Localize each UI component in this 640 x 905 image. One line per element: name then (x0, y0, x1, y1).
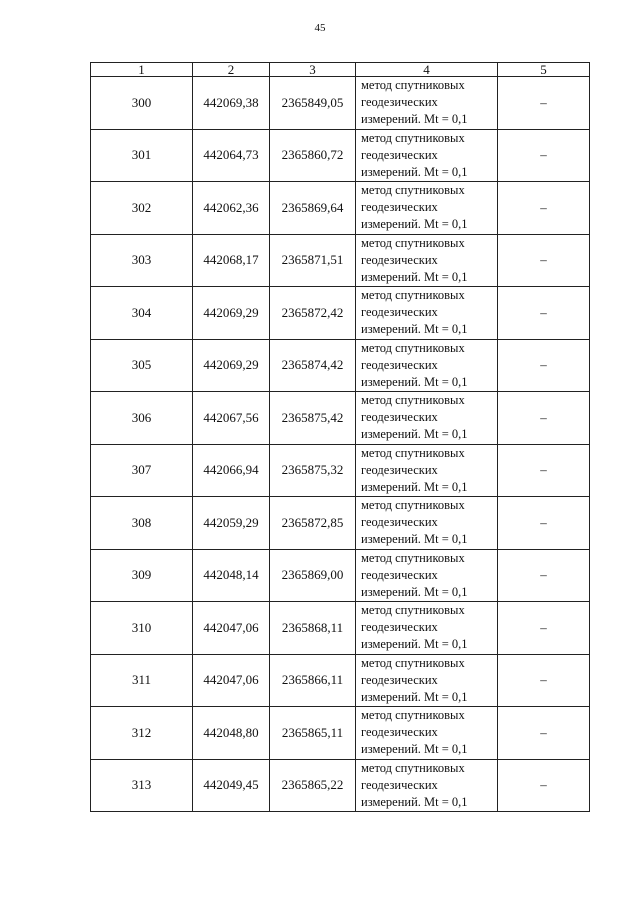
method-line-1: метод спутниковых (361, 130, 465, 145)
table-row (91, 392, 590, 445)
note-cell: – (498, 707, 590, 760)
method-line-3: измерений. Mt = 0,1 (361, 269, 468, 284)
method-line-2: геодезических (361, 95, 438, 110)
x-coordinate-cell: 442069,29 (193, 287, 270, 340)
method-line-1: метод спутниковых (361, 760, 465, 775)
note-cell: – (498, 182, 590, 235)
point-number-cell: 305 (91, 339, 193, 392)
method-line-1: метод спутниковых (361, 550, 465, 565)
method-line-3: измерений. Mt = 0,1 (361, 532, 468, 547)
note-cell: – (498, 287, 590, 340)
method-line-2: геодезических (361, 725, 438, 740)
method-line-3: измерений. Mt = 0,1 (361, 584, 468, 599)
y-coordinate-cell: 2365868,11 (270, 602, 356, 655)
y-coordinate-cell: 2365860,72 (270, 129, 356, 182)
table-row (91, 339, 590, 392)
point-number-cell: 308 (91, 497, 193, 550)
y-coordinate-cell: 2365865,11 (270, 707, 356, 760)
point-number-cell: 310 (91, 602, 193, 655)
method-cell (356, 77, 498, 130)
method-line-1: метод спутниковых (361, 655, 465, 670)
table-row (91, 182, 590, 235)
y-coordinate-cell: 2365866,11 (270, 654, 356, 707)
note-cell: – (498, 549, 590, 602)
method-cell (356, 707, 498, 760)
point-number-cell: 303 (91, 234, 193, 287)
x-coordinate-cell: 442068,17 (193, 234, 270, 287)
method-line-1: метод спутниковых (361, 445, 465, 460)
method-line-2: геодезических (361, 462, 438, 477)
x-coordinate-cell: 442047,06 (193, 654, 270, 707)
coordinates-table (90, 62, 590, 812)
method-line-2: геодезических (361, 515, 438, 530)
point-number-cell: 309 (91, 549, 193, 602)
x-coordinate-cell: 442049,45 (193, 759, 270, 812)
method-line-1: метод спутниковых (361, 393, 465, 408)
column-header-3: 3 (270, 63, 356, 77)
method-cell (356, 234, 498, 287)
table-row (91, 759, 590, 812)
method-cell (356, 654, 498, 707)
note-cell: – (498, 654, 590, 707)
method-line-3: измерений. Mt = 0,1 (361, 112, 468, 127)
table-body (91, 77, 590, 812)
column-header-5: 5 (498, 63, 590, 77)
method-line-2: геодезических (361, 410, 438, 425)
table-row (91, 287, 590, 340)
method-line-1: метод спутниковых (361, 603, 465, 618)
method-cell (356, 287, 498, 340)
method-cell (356, 129, 498, 182)
method-line-1: метод спутниковых (361, 288, 465, 303)
point-number-cell: 304 (91, 287, 193, 340)
table-row (91, 654, 590, 707)
point-number-cell: 306 (91, 392, 193, 445)
method-line-1: метод спутниковых (361, 78, 465, 93)
method-line-2: геодезических (361, 200, 438, 215)
y-coordinate-cell: 2365871,51 (270, 234, 356, 287)
method-cell (356, 497, 498, 550)
note-cell: – (498, 392, 590, 445)
method-line-3: измерений. Mt = 0,1 (361, 217, 468, 232)
point-number-cell: 313 (91, 759, 193, 812)
x-coordinate-cell: 442069,38 (193, 77, 270, 130)
y-coordinate-cell: 2365872,42 (270, 287, 356, 340)
method-line-2: геодезических (361, 620, 438, 635)
x-coordinate-cell: 442059,29 (193, 497, 270, 550)
x-coordinate-cell: 442064,73 (193, 129, 270, 182)
y-coordinate-cell: 2365869,64 (270, 182, 356, 235)
table-row (91, 444, 590, 497)
page-number: 45 (314, 22, 326, 34)
method-line-3: измерений. Mt = 0,1 (361, 479, 468, 494)
method-line-3: измерений. Mt = 0,1 (361, 164, 468, 179)
table-header-row (91, 63, 590, 77)
y-coordinate-cell: 2365849,05 (270, 77, 356, 130)
method-cell (356, 392, 498, 445)
method-line-2: геодезических (361, 567, 438, 582)
table-row (91, 77, 590, 130)
method-line-1: метод спутниковых (361, 183, 465, 198)
x-coordinate-cell: 442069,29 (193, 339, 270, 392)
column-header-4: 4 (356, 63, 498, 77)
point-number-cell: 301 (91, 129, 193, 182)
x-coordinate-cell: 442062,36 (193, 182, 270, 235)
point-number-cell: 307 (91, 444, 193, 497)
method-line-1: метод спутниковых (361, 235, 465, 250)
y-coordinate-cell: 2365875,32 (270, 444, 356, 497)
note-cell: – (498, 497, 590, 550)
note-cell: – (498, 339, 590, 392)
note-cell: – (498, 234, 590, 287)
point-number-cell: 302 (91, 182, 193, 235)
x-coordinate-cell: 442066,94 (193, 444, 270, 497)
x-coordinate-cell: 442047,06 (193, 602, 270, 655)
method-line-1: метод спутниковых (361, 498, 465, 513)
column-header-1: 1 (91, 63, 193, 77)
table-row (91, 707, 590, 760)
method-line-3: измерений. Mt = 0,1 (361, 742, 468, 757)
note-cell: – (498, 759, 590, 812)
x-coordinate-cell: 442048,80 (193, 707, 270, 760)
y-coordinate-cell: 2365869,00 (270, 549, 356, 602)
method-cell (356, 759, 498, 812)
y-coordinate-cell: 2365874,42 (270, 339, 356, 392)
note-cell: – (498, 602, 590, 655)
method-cell (356, 182, 498, 235)
method-line-3: измерений. Mt = 0,1 (361, 637, 468, 652)
method-cell (356, 339, 498, 392)
y-coordinate-cell: 2365872,85 (270, 497, 356, 550)
y-coordinate-cell: 2365865,22 (270, 759, 356, 812)
method-line-2: геодезических (361, 357, 438, 372)
point-number-cell: 312 (91, 707, 193, 760)
table-row (91, 234, 590, 287)
point-number-cell: 311 (91, 654, 193, 707)
method-line-1: метод спутниковых (361, 708, 465, 723)
method-cell (356, 444, 498, 497)
method-line-3: измерений. Mt = 0,1 (361, 374, 468, 389)
note-cell: – (498, 444, 590, 497)
method-line-3: измерений. Mt = 0,1 (361, 427, 468, 442)
method-line-2: геодезических (361, 777, 438, 792)
method-line-2: геодезических (361, 252, 438, 267)
column-header-2: 2 (193, 63, 270, 77)
method-line-2: геодезических (361, 147, 438, 162)
table-row (91, 602, 590, 655)
table-row (91, 129, 590, 182)
method-cell (356, 549, 498, 602)
method-line-1: метод спутниковых (361, 340, 465, 355)
point-number-cell: 300 (91, 77, 193, 130)
x-coordinate-cell: 442048,14 (193, 549, 270, 602)
note-cell: – (498, 77, 590, 130)
method-line-3: измерений. Mt = 0,1 (361, 794, 468, 809)
method-cell (356, 602, 498, 655)
y-coordinate-cell: 2365875,42 (270, 392, 356, 445)
table-row (91, 549, 590, 602)
method-line-3: измерений. Mt = 0,1 (361, 322, 468, 337)
method-line-3: измерений. Mt = 0,1 (361, 689, 468, 704)
method-line-2: геодезических (361, 305, 438, 320)
method-line-2: геодезических (361, 672, 438, 687)
note-cell: – (498, 129, 590, 182)
x-coordinate-cell: 442067,56 (193, 392, 270, 445)
table-row (91, 497, 590, 550)
